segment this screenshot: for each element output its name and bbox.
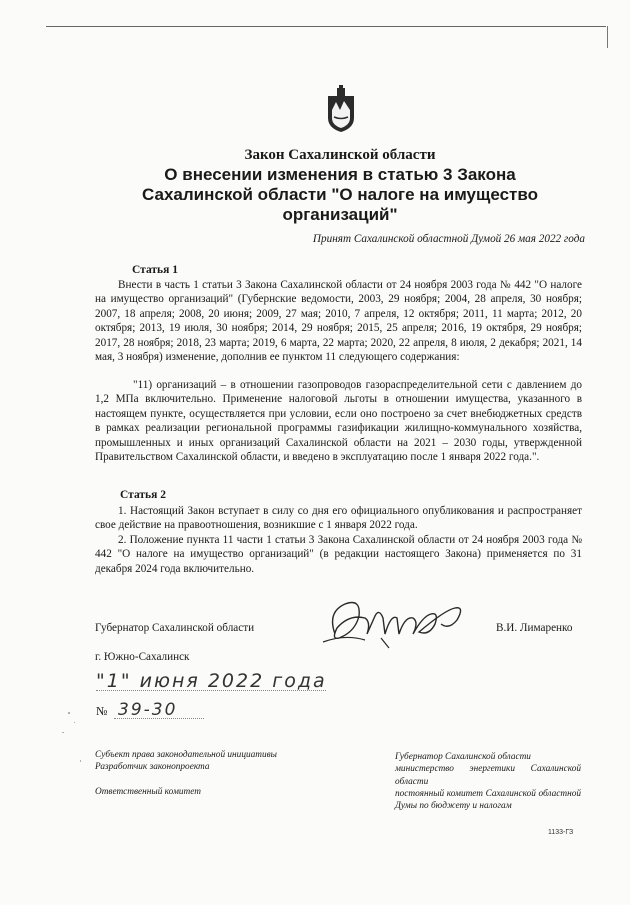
law-title-line-1: О внесении изменения в статью 3 Закона: [164, 165, 516, 184]
signing-date: [96, 668, 336, 696]
city-name: г. Южно-Сахалинск: [95, 651, 190, 663]
law-number-handwritten: 39-30: [118, 700, 178, 720]
adoption-note: Принят Сахалинской областной Думой 26 мая 2022 года: [312, 233, 585, 245]
document-code: 1133-ГЗ: [548, 829, 574, 836]
scan-speck: [74, 722, 75, 723]
scan-edge-right: [607, 26, 608, 48]
footer-developer: Разработчик законопроекта: [95, 762, 210, 773]
footer-spacer: [95, 774, 345, 786]
law-title-line-2: Сахалинской области "О налоге на имущество: [142, 185, 538, 204]
article-1-paragraph: [95, 278, 582, 364]
footer-left-block: [95, 749, 345, 798]
article-2-text-1: 1. Настоящий Закон вступает в силу со дня его официального опубликования и распространяет свое действие на правоотношения, возникшие с 1 января 2022 года.: [95, 505, 582, 532]
article-1-text: Внести в часть 1 статьи 3 Закона Сахалинской области от 24 ноября 2003 года № 442 "О налоге на имущество организаций" (Губернские ведомости, 2003, 29 ноября; 2004, 28 апреля, 30 ноября; 2007, 18 апреля; 2008, 20 июня; 2009, 27 мая; 2010, 7 апреля, 12 октября; 2011, 11 марта; 2012, 20 октября; 2013, 19 июля, 30 ноября; 2014, 29 ноября; 2015, 25 апреля; 2016, 19 октября, 29 ноября; 2017, 28 ноября; 2018, 23 марта; 2019, 6 марта, 22 марта; 2020, 22 апреля, 8 июля, 2 декабря; 2021, 14 мая, 3 ноября) изменение, дополнив ее пунктом 11 следующего содержания:: [95, 279, 582, 364]
signing-date-handwritten: "1" июня 2022 года: [96, 670, 327, 692]
scan-speck: [80, 760, 81, 762]
article-2-paragraph-1: [95, 504, 582, 533]
scan-speck: [62, 732, 64, 733]
article-2-text-2: 2. Положение пункта 11 части 1 статьи 3 Закона Сахалинской области от 24 ноября 2003 года № 442 "О налоге на имущество организаций" (в редакции настоящего Закона) применяется по 31 декабря 2024 года включительно.: [95, 534, 582, 575]
law-title-line-3: организаций": [282, 205, 398, 224]
governor-name: В.И. Лимаренко: [496, 622, 573, 634]
article-2-paragraph-2: [95, 533, 582, 576]
footer-governor: Губернатор Сахалинской области: [395, 752, 531, 762]
scan-speck: [68, 712, 70, 714]
governor-signature: [305, 594, 475, 650]
scan-edge-top: [46, 26, 606, 27]
article-2-heading: Статья 2: [120, 489, 166, 501]
footer-right-block: [395, 751, 581, 812]
footer-responsible-committee: Ответственный комитет: [95, 786, 201, 797]
article-1-quote-text: "11) организаций – в отношении газопроводов газораспределительной сети с давлением до 1,2 МПа включительно. Применение налоговой льготы в отношении имущества, указанного в настоящем пункте, осуществляется при условии, если оно построено за счет внебюджетных средств в рамках реализации региональной программы газификации жилищно-коммунального хозяйства, промышленных и иных организаций Сахалинской области на 2021 – 2030 годы, утвержденной Правительством Сахалинской области, и введено в эксплуатацию после 1 января 2022 года.".: [95, 379, 582, 464]
footer-ministry: министерство энергетики Сахалинской области: [395, 764, 581, 787]
article-1-quote: [95, 378, 582, 464]
coat-of-arms-emblem: [326, 84, 356, 134]
number-label: №: [96, 704, 108, 718]
document-title: Закон Сахалинской области: [244, 147, 436, 163]
footer-initiative-subject: Субъект права законодательной инициативы: [95, 750, 277, 760]
number-underline: [114, 718, 204, 719]
article-1-heading: Статья 1: [132, 264, 178, 276]
law-number: [96, 700, 216, 722]
date-underline: [96, 690, 326, 691]
footer-committee: постоянный комитет Сахалинской областной Думы по бюджету и налогам: [395, 788, 581, 812]
governor-position: Губернатор Сахалинской области: [95, 622, 255, 634]
